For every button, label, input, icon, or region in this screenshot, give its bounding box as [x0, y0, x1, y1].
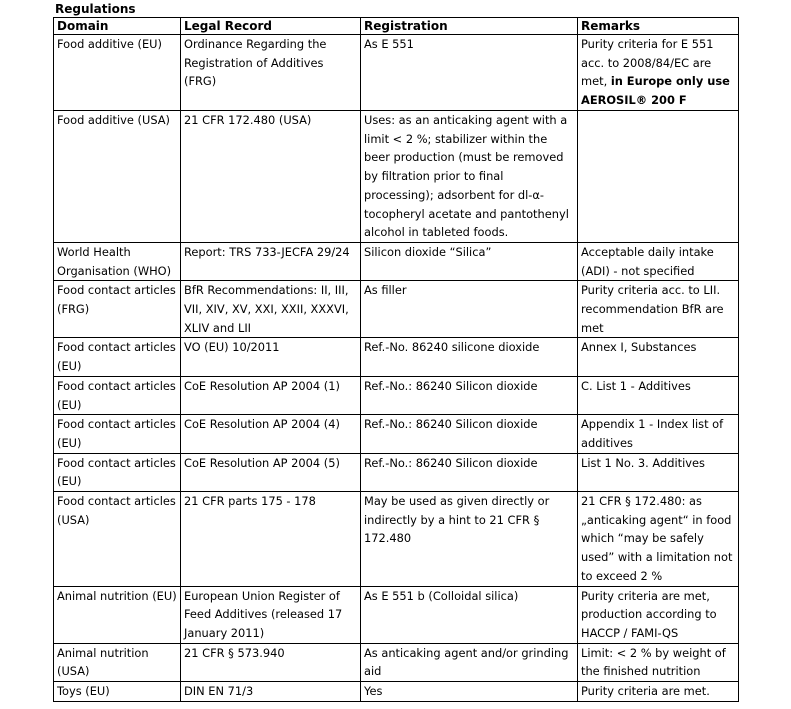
- regulations-section: [53, 0, 738, 702]
- cell-registration: May be used as given directly or indirectly by a hint to 21 CFR § 172.480: [361, 492, 578, 587]
- cell-registration: Ref.-No.: 86240 Silicon dioxide: [361, 376, 578, 414]
- table-row: [54, 492, 739, 587]
- cell-domain: Food contact articles (EU): [54, 415, 181, 453]
- cell-legal-record: Ordinance Regarding the Registration of Additives (FRG): [181, 35, 361, 111]
- cell-registration: As filler: [361, 281, 578, 338]
- cell-domain: Toys (EU): [54, 682, 181, 702]
- cell-registration: As E 551: [361, 35, 578, 111]
- cell-legal-record: CoE Resolution AP 2004 (1): [181, 376, 361, 414]
- cell-domain: Food additive (EU): [54, 35, 181, 111]
- cell-legal-record: 21 CFR § 573.940: [181, 643, 361, 681]
- column-header-registration: Registration: [361, 18, 578, 35]
- cell-domain: Food contact articles (EU): [54, 338, 181, 376]
- cell-domain: Food contact articles (EU): [54, 453, 181, 491]
- table-row: [54, 35, 739, 111]
- table-row: [54, 111, 739, 243]
- remarks-bold-text: in Europe only use AEROSIL® 200 F: [581, 74, 730, 108]
- cell-remarks: Purity criteria acc. to LII. recommendation BfR are met: [578, 281, 739, 338]
- table-row: [54, 415, 739, 453]
- cell-domain: Food additive (USA): [54, 111, 181, 243]
- cell-remarks: [578, 111, 739, 243]
- cell-domain: World Health Organisation (WHO): [54, 242, 181, 280]
- cell-domain: Food contact articles (FRG): [54, 281, 181, 338]
- cell-registration: Ref.-No. 86240 silicone dioxide: [361, 338, 578, 376]
- table-row: [54, 338, 739, 376]
- cell-remarks: C. List 1 - Additives: [578, 376, 739, 414]
- table-row: [54, 643, 739, 681]
- cell-legal-record: CoE Resolution AP 2004 (5): [181, 453, 361, 491]
- table-row: [54, 586, 739, 643]
- cell-legal-record: VO (EU) 10/2011: [181, 338, 361, 376]
- cell-remarks: [578, 35, 739, 111]
- cell-legal-record: CoE Resolution AP 2004 (4): [181, 415, 361, 453]
- column-header-domain: Domain: [54, 18, 181, 35]
- cell-registration: Yes: [361, 682, 578, 702]
- section-title: Regulations: [55, 2, 136, 16]
- table-row: [54, 453, 739, 491]
- cell-remarks: Annex I, Substances: [578, 338, 739, 376]
- cell-registration: Silicon dioxide “Silica”: [361, 242, 578, 280]
- cell-remarks: Appendix 1 - Index list of additives: [578, 415, 739, 453]
- cell-registration: Uses: as an anticaking agent with a limit < 2 %; stabilizer within the beer production (must be removed by filtration prior to final processing); adsorbent for dl-α-tocopheryl acetate and pantothenyl alcohol in tableted foods.: [361, 111, 578, 243]
- cell-legal-record: DIN EN 71/3: [181, 682, 361, 702]
- cell-registration: As E 551 b (Colloidal silica): [361, 586, 578, 643]
- table-row: [54, 242, 739, 280]
- cell-remarks: 21 CFR § 172.480: as „anticaking agent“ in food which “may be safely used” with a limitation not to exceed 2 %: [578, 492, 739, 587]
- table-row: [54, 682, 739, 702]
- table-header-row: [54, 18, 739, 35]
- regulations-table: [53, 17, 739, 702]
- cell-legal-record: European Union Register of Feed Additives (released 17 January 2011): [181, 586, 361, 643]
- cell-domain: Animal nutrition (USA): [54, 643, 181, 681]
- cell-legal-record: BfR Recommendations: II, III, VII, XIV, XV, XXI, XXII, XXXVI, XLIV and LII: [181, 281, 361, 338]
- cell-remarks: List 1 No. 3. Additives: [578, 453, 739, 491]
- cell-domain: Food contact articles (EU): [54, 376, 181, 414]
- remarks-text: Purity criteria for E 551 acc. to 2008/84/EC are met,: [581, 37, 714, 89]
- cell-remarks: Purity criteria are met.: [578, 682, 739, 702]
- cell-legal-record: 21 CFR 172.480 (USA): [181, 111, 361, 243]
- cell-registration: Ref.-No.: 86240 Silicon dioxide: [361, 453, 578, 491]
- cell-registration: Ref.-No.: 86240 Silicon dioxide: [361, 415, 578, 453]
- cell-legal-record: 21 CFR parts 175 - 178: [181, 492, 361, 587]
- table-row: [54, 281, 739, 338]
- cell-remarks: Acceptable daily intake (ADI) - not specified: [578, 242, 739, 280]
- table-row: [54, 376, 739, 414]
- cell-domain: Food contact articles (USA): [54, 492, 181, 587]
- column-header-remarks: Remarks: [578, 18, 739, 35]
- cell-domain: Animal nutrition (EU): [54, 586, 181, 643]
- cell-registration: As anticaking agent and/or grinding aid: [361, 643, 578, 681]
- cell-legal-record: Report: TRS 733-JECFA 29/24: [181, 242, 361, 280]
- cell-remarks: Limit: < 2 % by weight of the finished nutrition: [578, 643, 739, 681]
- cell-remarks: Purity criteria are met, production according to HACCP / FAMI-QS: [578, 586, 739, 643]
- column-header-legal-record: Legal Record: [181, 18, 361, 35]
